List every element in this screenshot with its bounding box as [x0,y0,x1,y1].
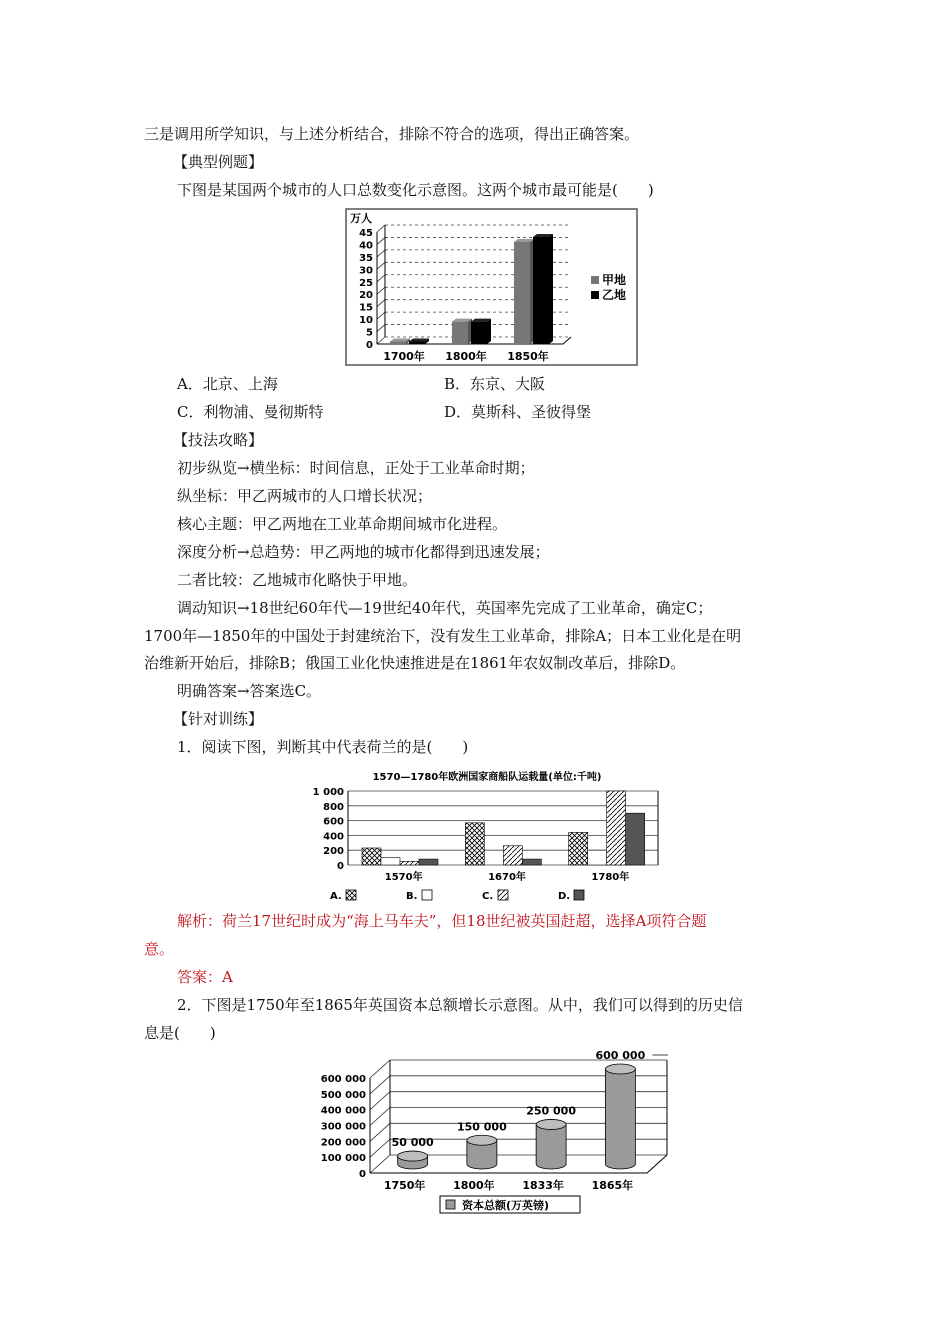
bar-dark [419,859,438,865]
section-heading: 【典型例题】 [173,153,264,171]
bar-diag [400,861,419,865]
section-heading: 【针对训练】 [173,710,264,728]
y-tick-label: 0 [366,340,373,351]
analysis-text: 解析：荷兰17世纪时成为“海上马车夫”，但18世纪被英国赶超，选择A项符合题 [177,912,707,930]
bar-乙地 [533,237,549,344]
bar-dark [522,859,541,865]
text-line: 三是调用所学知识，与上述分析结合，排除不符合的选项，得出正确答案。 [144,125,640,143]
bar-乙地 [471,322,487,344]
bar-empty [381,858,400,865]
y-tick-label: 400 [323,831,344,843]
population-bar-chart [345,208,638,366]
text-line: 1700年—1850年的中国处于封建统治下，没有发生工业革命，排除A；日本工业化是在明 [144,627,742,645]
bar-diag [607,791,626,865]
bar-甲地 [514,242,530,344]
x-tick-label: 1780年 [591,872,630,883]
data-label: 150 000 [456,1120,507,1134]
text-line: 二者比较：乙地城市化略快于甲地。 [177,571,418,589]
y-tick-label: 500 000 [320,1089,366,1101]
bar-dark [626,813,645,865]
text-line: 调动知识→18世纪60年代—19世纪40年代，英国率先完成了工业革命，确定C； [177,599,713,617]
x-tick-label: 1570年 [384,872,423,883]
cylinder-top [398,1151,428,1161]
y-tick-label: 45 [359,228,373,239]
grid-line [370,1060,390,1078]
answer-text: 答案：A [177,968,233,986]
legend-label: B. [406,891,418,902]
y-tick-label: 300 000 [320,1121,366,1133]
legend-swatch [591,291,599,299]
bar-cross [465,823,484,865]
x-tick-label: 1865年 [591,1179,634,1192]
y-tick-label: 200 000 [320,1137,366,1149]
bar-甲地 [390,342,406,344]
grid-line [370,1123,390,1141]
grid-line [370,1092,390,1110]
legend-label: 资本总额(万英镑) [462,1199,550,1212]
bar-cross [362,848,381,865]
x-tick-label: 1670年 [488,872,526,883]
y-tick-label: 15 [359,302,373,314]
y-tick-label: 600 000 [320,1074,366,1085]
legend-swatch [346,890,356,900]
bar-乙地 [409,342,425,344]
y-tick-label: 30 [359,265,373,277]
y-tick-label: 20 [359,290,373,302]
legend-swatch [498,890,508,900]
x-tick-label: 1800年 [453,1179,495,1192]
y-tick-label: 100 000 [320,1153,366,1165]
legend-label: A. [330,891,342,902]
bar-diag [503,846,522,865]
option-a[interactable]: A．北京、上海 [177,375,278,393]
grid-line [370,1108,390,1126]
cylinder-top [536,1119,566,1129]
text-line: 核心主题：甲乙两地在工业革命期间城市化进程。 [177,515,508,533]
y-axis-label: 万人 [350,212,372,225]
question-text: 2．下图是1750年至1865年英国资本总额增长示意图。从中，我们可以得到的历史信 [177,996,743,1014]
y-tick-label: 40 [359,240,373,252]
bar-empty [588,850,607,865]
cylinder [536,1124,566,1169]
chart-title: 1570—1780年欧洲国家商船队运载量(单位:千吨) [372,772,602,783]
grid-line [370,1076,390,1094]
x-tick-label: 1800年 [445,350,487,363]
data-label: 250 000 [526,1104,577,1118]
x-tick-label: 1700年 [383,350,425,363]
y-tick-label: 25 [359,277,373,289]
legend-label: 甲地 [602,273,627,287]
legend-label: C. [482,891,494,902]
legend-swatch [422,890,432,900]
fleet-capacity-bar-chart [312,768,662,906]
text-line: 治维新开始后，排除B；俄国工业化快速推进是在1861年农奴制改革后，排除D。 [144,654,686,672]
y-tick-label: 10 [359,315,373,327]
y-tick-label: 1 000 [312,787,344,798]
cylinder [605,1069,635,1169]
bar-side [549,234,553,344]
cylinder-top [605,1064,635,1074]
legend-swatch [574,890,584,900]
legend-swatch [446,1200,455,1209]
y-tick-label: 600 [323,816,344,828]
y-tick-label: 800 [323,801,344,813]
bar-side [487,319,491,344]
x-tick-label: 1750年 [383,1179,426,1192]
option-c[interactable]: C．利物浦、曼彻斯特 [177,403,324,421]
legend-swatch [591,276,599,284]
y-tick-label: 5 [366,327,373,339]
y-tick-label: 0 [337,861,344,872]
data-label: 600 000 [595,1049,646,1062]
question-text: 息是( ) [144,1024,216,1042]
question-text: 下图是某国两个城市的人口总数变化示意图。这两个城市最可能是( ) [177,181,654,199]
cylinder-top [467,1135,497,1145]
question-text: 1．阅读下图，判断其中代表荷兰的是( ) [177,738,469,756]
x-tick-label: 1850年 [507,350,549,363]
legend-label: D. [558,891,571,902]
option-d[interactable]: D．莫斯科、圣彼得堡 [444,403,592,421]
bar-甲地 [452,322,468,344]
analysis-text: 意。 [144,940,175,958]
chart-frame [346,209,637,365]
section-heading: 【技法攻略】 [173,431,264,449]
legend-label: 乙地 [602,288,627,302]
text-line: 明确答案→答案选C。 [177,682,322,700]
text-line: 纵坐标：甲乙两城市的人口增长状况； [177,487,433,505]
data-label: 50 000 [391,1136,434,1150]
text-line: 深度分析→总趋势：甲乙两地的城市化都得到迅速发展； [177,543,550,561]
bar-cross [569,832,588,865]
x-tick-label: 1833年 [522,1179,564,1192]
text-line: 初步纵览→横坐标：时间信息，正处于工业革命时期； [177,459,535,477]
option-b[interactable]: B．东京、大阪 [444,375,546,393]
y-tick-label: 200 [323,846,344,858]
y-tick-label: 400 000 [320,1105,366,1117]
capital-bar-chart [312,1048,668,1218]
grid-line [370,1155,390,1173]
y-tick-label: 35 [359,252,373,264]
grid-line [370,1139,390,1157]
y-tick-label: 0 [359,1169,366,1180]
